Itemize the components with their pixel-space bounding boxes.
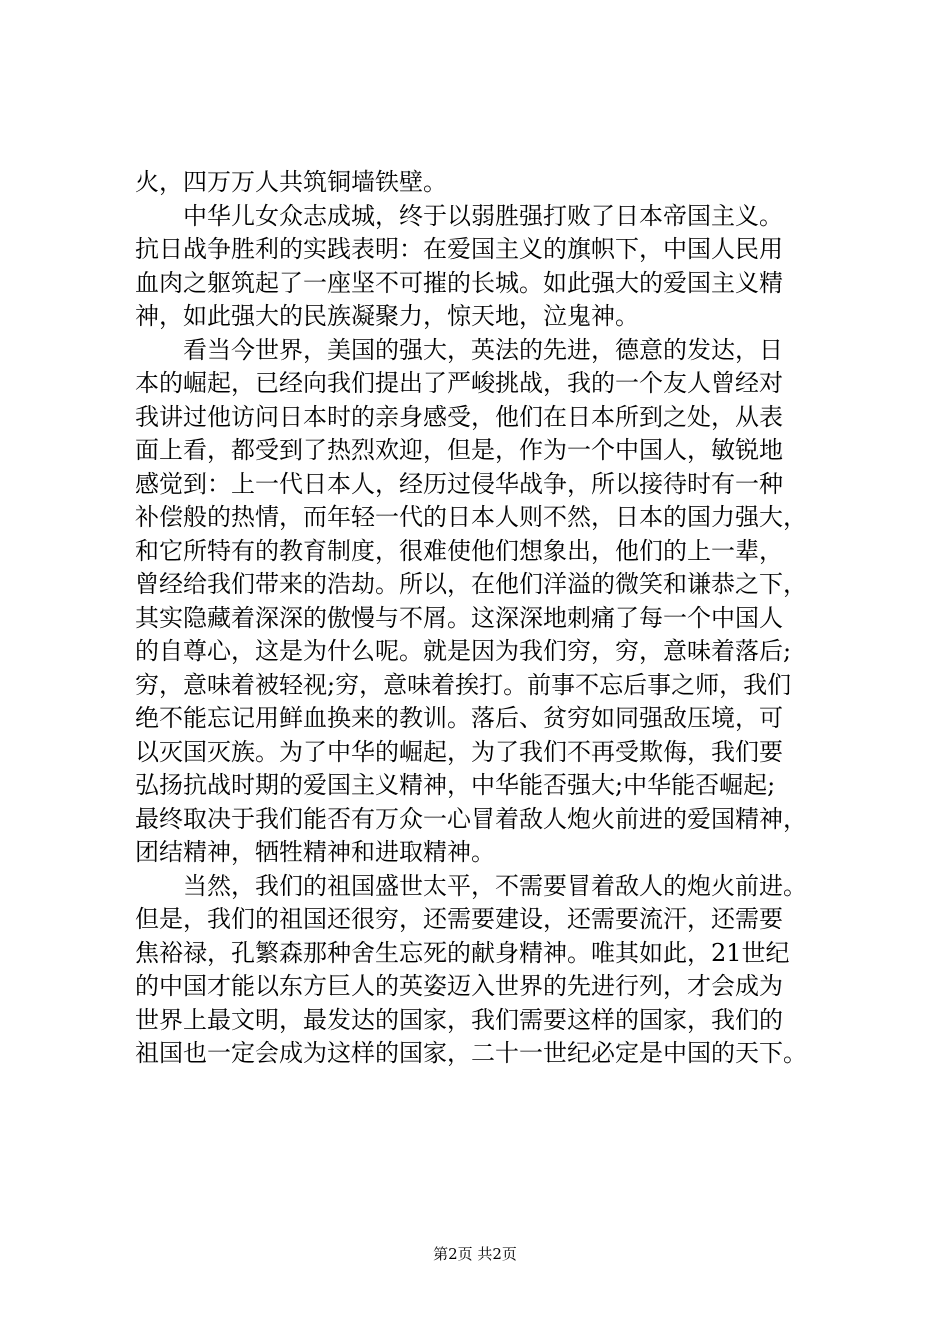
text-line: 绝不能忘记用鲜血换来的教训。落后、贫穷如同强敌压境，可 [135,704,783,732]
text-line: 感觉到：上一代日本人，经历过侵华战争，所以接待时有一种 [135,469,783,498]
text-line: 曾经给我们带来的浩劫。所以，在他们洋溢的微笑和谦恭之下， [135,570,807,598]
text-line: 血肉之躯筑起了一座坚不可摧的长城。如此强大的爱国主义精 [135,268,783,297]
text-line: 火，四万万人共筑铜墙铁壁。 [135,168,447,196]
paragraph-first-line: 看当今世界，美国的强大，英法的先进，德意的发达，日 [183,335,783,364]
text-line: 面上看，都受到了热烈欢迎，但是，作为一个中国人，敏锐地 [135,436,783,464]
paragraph-first-line: 中华儿女众志成城，终于以弱胜强打败了日本帝国主义。 [183,201,783,230]
text-line: 焦裕禄，孔繁森那种舍生忘死的献身精神。唯其如此，21世纪 [135,938,790,967]
paragraph-first-line: 当然，我们的祖国盛世太平，不需要冒着敌人的炮火前进。 [183,871,807,900]
text-line: 和它所特有的教育制度，很难使他们想象出，他们的上一辈， [135,536,783,565]
text-line: 抗日战争胜利的实践表明：在爱国主义的旗帜下，中国人民用 [135,235,783,263]
page-number-footer: 第2页 共2页 [433,1245,517,1263]
text-line: 我讲过他访问日本时的亲身感受，他们在日本所到之处，从表 [135,402,783,431]
text-line: 穷，意味着被轻视;穷，意味着挨打。前事不忘后事之师，我们 [135,670,792,699]
text-line: 弘扬抗战时期的爱国主义精神，中华能否强大;中华能否崛起; [135,771,776,799]
text-line: 的自尊心，这是为什么呢。就是因为我们穷，穷，意味着落后; [135,637,792,665]
text-line: 祖国也一定会成为这样的国家，二十一世纪必定是中国的天下。 [135,1039,807,1067]
text-line: 补偿般的热情，而年轻一代的日本人则不然，日本的国力强大， [135,503,807,531]
text-line: 其实隐藏着深深的傲慢与不屑。这深深地刺痛了每一个中国人 [135,603,783,632]
text-line: 以灭国灭族。为了中华的崛起，为了我们不再受欺侮，我们要 [135,737,783,766]
text-line: 神，如此强大的民族凝聚力，惊天地，泣鬼神。 [135,302,639,330]
text-line: 但是，我们的祖国还很穷，还需要建设，还需要流汗，还需要 [135,905,783,933]
body-text [135,166,855,1071]
text-line: 本的崛起，已经向我们提出了严峻挑战，我的一个友人曾经对 [135,369,783,397]
text-line: 世界上最文明，最发达的国家，我们需要这样的国家，我们的 [135,1005,783,1034]
text-line: 最终取决于我们能否有万众一心冒着敌人炮火前进的爱国精神， [135,804,807,833]
text-line: 的中国才能以东方巨人的英姿迈入世界的先进行列，才会成为 [135,972,783,1000]
text-line: 团结精神，牺牲精神和进取精神。 [135,838,495,866]
